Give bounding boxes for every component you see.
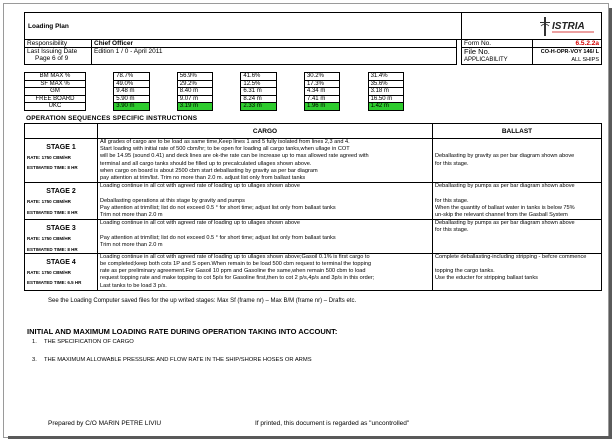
stage-header [25,124,98,139]
page-number: Page 6 of 9 [35,55,69,62]
initial-rate-title: INITIAL AND MAXIMUM LOADING RATE DURING OPERATION TAKING INTO ACCOUNT: [27,327,338,336]
metrics-row [25,73,404,81]
last-issuing-cell [25,48,92,65]
metric-value: 1.96 m [304,103,339,111]
metric-value: 78.7% [114,73,149,81]
prepared-by: Prepared by C/O MARIN PETRE LIVIU [48,420,162,427]
metric-value: 8.24 m [241,95,276,103]
cargo-line: Loading continue in all cot with agreed rate of loading up to ullages shown above [100,183,300,190]
stage-row [25,220,602,254]
stage-rate: RATE: 1750 CBM/HR [27,155,71,161]
operations-section-title: OPERATION SEQUENCES SPECIFIC INSTRUCTIONS [26,115,198,122]
stage-rate: RATE: 1750 CBM/HR [27,199,71,205]
metric-value: 5.90 m [114,95,149,103]
stage-cell [25,253,98,290]
stage-rate: RATE: 1750 CBM/HR [27,236,71,242]
cargo-line: terminal and all cargo tanks should be filled up to precalculated ullages shown above. [100,160,312,167]
stage-name: STAGE 3 [46,225,76,233]
ballast-instructions [433,253,602,290]
cargo-line: when cargo on board is about 2500 cbm start deballasting by gravity as per bar diagram [100,167,318,174]
ballast-line: un-skip the relevant channel from the Gasball System [435,212,568,219]
metric-value: 29.2% [177,80,212,88]
metrics-row [25,103,404,111]
stage-time: ESTIMATED TIME: 8 HR [27,246,78,252]
cargo-line: Trim not more than 2.0 m [100,212,163,219]
cargo-instructions [98,253,433,290]
stage-cell [25,183,98,220]
last-issuing-label: Last Issuing Date [27,48,78,55]
metric-label: SF MAX % [25,80,86,88]
metric-value: 16.50 m [368,95,403,103]
responsibility-value: Chief Officer [92,40,457,48]
stage-row [25,253,602,290]
list-item: 1. THE SPECIFICATION OF CARGO [32,339,134,345]
ballast-line [435,139,599,146]
stage-time: ESTIMATED TIME: 8 HR [27,209,78,215]
stage-time: ESTIMATED TIME: 8 HR [27,165,78,171]
cargo-line: will be 14.95 (sound 0.41) and deck lines are ok-the rate can be increase up to max allowed rate agreed with [100,153,369,160]
metric-value: 30.2% [304,73,339,81]
list-item: 3. THE MAXIMUM ALLOWABLE PRESSURE AND FLOW RATE IN THE SHIP/SHORE HOSES OR ARMS [32,357,312,363]
uncontrolled-notice: If printed, this document is regarded as "uncontrolled" [255,420,410,427]
metric-value: 56.9% [177,73,212,81]
stage-name: STAGE 2 [46,188,76,196]
cargo-instructions [98,139,433,183]
cargo-line: Deballasting operations at this stage by gravity and pumps [100,197,245,204]
metric-value: 6.31 m [241,88,276,96]
cargo-line: Last tanks to be load 3 p/s. [100,282,167,289]
ballast-line: When the quantity of ballast water in tanks is below 75% [435,204,575,211]
ballast-line: Deballasting by pumps as per bar diagram shown above [435,220,575,227]
cargo-line [100,227,430,234]
metric-value: 31.4% [368,73,403,81]
stage-cell [25,220,98,254]
metric-label: FREE BOARD [25,95,86,103]
edition-value: Edition 1 / 0 - April 2011 [92,48,457,65]
ballast-line [435,261,599,268]
ballast-line: Complete deballasting-including stripping - befcre commence [435,253,587,260]
metric-value: 41.6% [241,73,276,81]
metric-value: 4.34 m [304,88,339,96]
ballast-line: Use the educter for stripping ballast tanks [435,275,538,282]
stage-time: ESTIMATED TIME: 6.5 HR [27,280,82,286]
cargo-line: All grades of cargo are to be load as same time,Keep lines 1 and 5 fully isolated from lines 2,3 and 4. [100,139,350,145]
operations-table [24,123,602,291]
ballast-line: for this stage. [435,160,469,167]
stage-cell [25,139,98,183]
ballast-line [435,146,599,153]
responsibility-label: Responsibility [25,40,92,48]
metric-value: 3.18 m [368,88,403,96]
metric-label: UKC [25,103,86,111]
stage-name: STAGE 1 [46,144,76,151]
stage-row [25,183,602,220]
ballast-line: for this stage. [435,227,469,234]
header-table [24,12,602,65]
loading-computer-note: See the Loading Computer saved files for the up writed stages: Max Sf (frame nr) – Max B/M (frame nr) – Drafts etc. [48,298,357,304]
cargo-line: Pay attention at trim/list; list do not exceed 0.5 ° for short time; adjust list only from ballast tanks [100,204,336,211]
metrics-row [25,95,404,103]
file-no-label: File No. [464,47,490,56]
file-applicability-cell [462,48,533,65]
applicability-label: APPLICABILITY [464,57,508,63]
metric-value: 35.6% [368,80,403,88]
metric-value: 1.42 m [368,103,403,111]
document-title: Loading Plan [25,13,462,40]
cargo-line: be completed;keep both cots 1P and S open.When remain to be load 500 cbm request to terminal the topping [100,261,372,268]
logo-text: ISTRIA [552,21,585,32]
ballast-header: BALLAST [433,124,602,139]
metrics-row [25,80,404,88]
metric-value: 7.41 m [304,95,339,103]
metric-value: 49.0% [114,80,149,88]
ballast-line [435,190,599,197]
initial-rate-list [32,339,312,375]
cargo-line [100,190,430,197]
metrics-row [25,88,404,96]
metric-value: 2.33 m [241,103,276,111]
company-logo [538,14,596,38]
cargo-line: rate as per preliminary agreement.For Gasoil 10 ppm and Gasoline the same,when remain 500 cbm to load [100,268,366,275]
metric-label: BM MAX % [25,73,86,81]
ballast-instructions [433,220,602,254]
cargo-line: pay attention at trim/list. Trim no more than 2.0 m. adjust list only from ballast tanks [100,175,306,182]
cargo-line: Pay attention at trim/list; list do not exceed 0.5 ° for short time; adjust list only from ballast tanks [100,234,336,241]
ballast-line: for this stage. [435,197,469,204]
metric-value: 9.07 m [177,95,212,103]
stage-row [25,139,602,183]
metric-label: GM [25,88,86,96]
cargo-instructions [98,220,433,254]
form-no-value: 6.5.2.2a [533,40,602,48]
file-no-value: CO-H-OPR-VOY 146/ L [540,49,599,55]
stage-name: STAGE 4 [46,258,76,266]
stability-metrics-table [24,72,404,111]
form-no-label: Form No. [462,40,533,48]
metric-value: 8.40 m [177,88,212,96]
cargo-line: request topping rate and make topping to cot 5p/s for Gasoline first,then to cot 2 p/s,4p/s and 3p/s in this order; [100,275,375,282]
ballast-line: Deballasting by pumps as per bar diagram shown above [435,183,575,190]
metric-value: 9.48 m [114,88,149,96]
ballast-instructions [433,183,602,220]
stage-rate: RATE: 1750 CBM/HR [27,270,71,276]
cargo-line: Trim not more than 2.0 m [100,241,163,248]
metric-value: 3.19 m [177,103,212,111]
cargo-line: Loading continue in all cot with agreed rate of loading up to ullages shown above [100,220,300,227]
metric-value: 17.3% [304,80,339,88]
file-applicability-values [533,48,602,65]
applicability-value: ALL SHIPS [571,57,599,63]
cargo-header: CARGO [98,124,433,139]
cargo-instructions [98,183,433,220]
cargo-line: Start loading with initial rate of 500 cbm/hr; to be open for loading all cargo tanks,when ullage in COT [100,146,350,153]
ballast-line: Deballasting by gravity as per bar diagram shown above [435,153,575,160]
ballast-instructions [433,139,602,183]
cargo-line: Loading continue in all cot with agreed rate of loading up to ullages shown above;Gasoil 0.1% is first cargo to [100,253,370,260]
ballast-line: topping the cargo tanks. [435,268,495,275]
metric-value: 12.5% [241,80,276,88]
metric-value: 3.90 m [114,103,149,111]
